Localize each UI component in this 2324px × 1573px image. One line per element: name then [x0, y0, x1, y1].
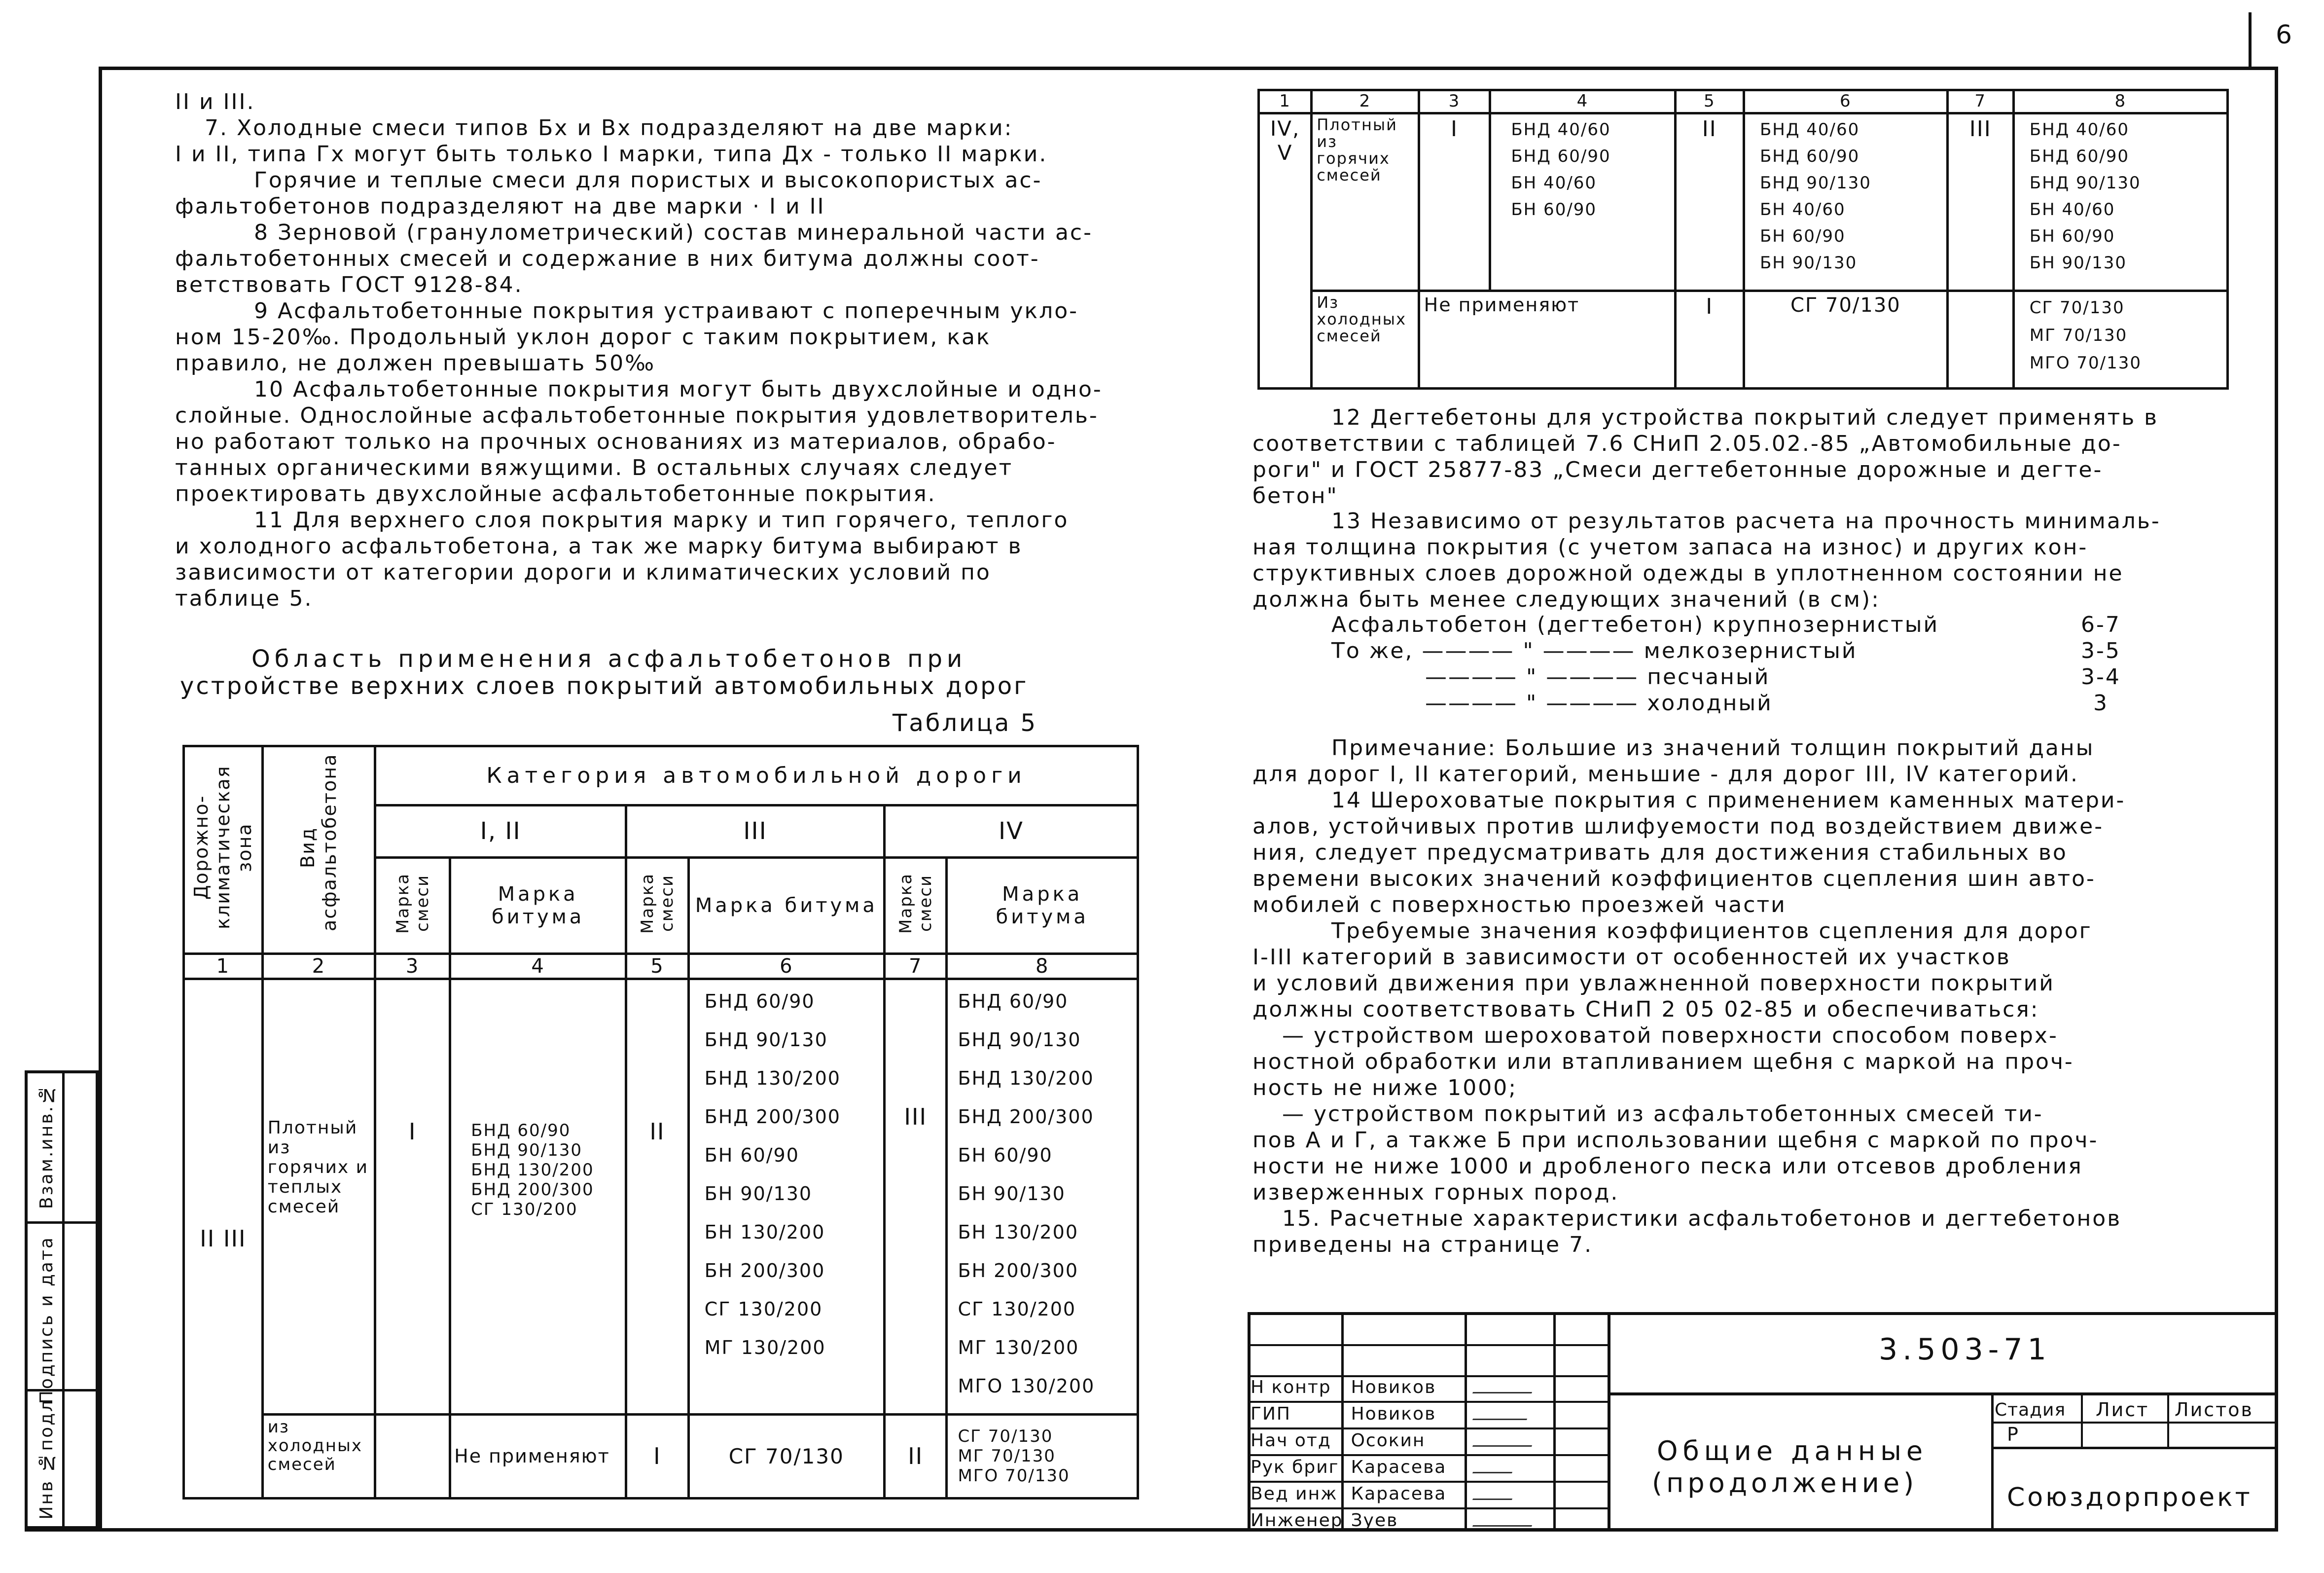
bitumen-item: БНД 90/130	[471, 1140, 583, 1161]
cont-cold-type: Из холодных смесей	[1312, 291, 1419, 388]
bitumen-item: БН 60/90	[2029, 226, 2115, 246]
table5-cat-1-2: I, II	[375, 805, 626, 857]
bitumen-item: БН 60/90	[958, 1144, 1053, 1167]
left-line: 10 Асфальтобетонные покрытия могут быть двухслойные и одно-	[254, 377, 1103, 402]
p13-line: ная толщина покрытия (с учетом запаса на износ) и других кон-	[1252, 535, 2088, 560]
bitumen-item: МГ 70/130	[958, 1446, 1056, 1466]
left-text	[175, 89, 1142, 612]
table5-hot-bitumen-2	[688, 979, 884, 1414]
bitumen-item: БНД 200/300	[958, 1106, 1094, 1128]
bitumen-item: МГ 130/200	[958, 1337, 1079, 1359]
name: Новиков	[1346, 1402, 1472, 1428]
cont-cold-bitumen-1: Не применяют	[1419, 291, 1675, 388]
left-line: фальтобетонных смесей и содержание в них битума должны соот-	[175, 246, 1040, 271]
role: Н контр	[1248, 1376, 1346, 1402]
table5-mix-grade-3: Марка смеси	[895, 873, 935, 934]
signature-icon	[1472, 1404, 1533, 1420]
thickness-label: ———— " ———— холодный	[1425, 691, 1773, 716]
right-text-p14	[1252, 787, 2229, 1258]
table5-hot-bitumen-1	[450, 979, 626, 1414]
bitumen-item: БНД 40/60	[1511, 119, 1611, 140]
stage-label: Стадия	[1995, 1400, 2066, 1420]
p14-line: ности не ниже 1000 и дробленого песка или отсевов дробления	[1252, 1154, 2083, 1179]
frame-top	[99, 67, 2278, 70]
cont-cold-mix-2: I	[1675, 291, 1744, 388]
table5-colnum: 6	[688, 954, 884, 979]
table5-bitumen-grade-1: Марка битума	[450, 857, 626, 954]
bitumen-item: СГ 130/200	[471, 1200, 578, 1220]
table5-col-type: Вид асфальтобетона	[297, 753, 341, 932]
thickness-value: 3-5	[2081, 638, 2121, 663]
left-line: 11 Для верхнего слоя покрытия марку и тип горячего, теплого	[254, 508, 1069, 533]
cont-colnum: 1	[1259, 90, 1312, 113]
table5-cold-type: из холодных смесей	[262, 1414, 375, 1498]
p12-line: роги" и ГОСТ 25877-83 „Смеси дегтебетонные дорожные и дегте-	[1252, 457, 2103, 482]
table5-cat-3: III	[626, 805, 885, 857]
cont-colnum: 5	[1675, 90, 1744, 113]
bitumen-item: БНД 60/90	[1511, 146, 1611, 166]
bitumen-item: СГ 70/130	[958, 1427, 1053, 1447]
left-line: зависимости от категории дороги и климатических условий по	[175, 560, 991, 585]
p14-line: приведены на странице 7.	[1252, 1232, 1593, 1257]
p14-line: — устройством покрытий из асфальтобетонных смесей ти-	[1282, 1101, 2043, 1127]
p14-line: должны соответствовать СНиП 2 05 02-85 и обеспечиваться:	[1252, 997, 2039, 1022]
p12-line: бетон"	[1252, 483, 1338, 509]
note-line: Примечание: Большие из значений толщин покрытий даны	[1331, 735, 2095, 761]
table5-continuation	[1257, 89, 2229, 390]
table5-cold-bitumen-2: СГ 70/130	[688, 1414, 884, 1498]
table5-title-2: устройстве верхних слоев покрытий автомобильных дорог	[180, 672, 1029, 700]
table5-mix-grade-2: Марка смеси	[637, 873, 677, 934]
bitumen-item: БН 40/60	[2029, 199, 2115, 219]
p14-line: пов А и Г, а также Б при использовании щебня с маркой по проч-	[1252, 1128, 2099, 1153]
cont-cold-bitumen-2: СГ 70/130	[1744, 291, 1947, 388]
cont-colnum: 2	[1312, 90, 1419, 113]
bitumen-item: БНД 90/130	[704, 1029, 828, 1051]
thickness-label: Асфальтобетон (дегтебетон) крупнозернистый	[1331, 612, 1939, 637]
sheet-label: Лист	[2096, 1399, 2149, 1421]
name: Карасева	[1346, 1482, 1472, 1508]
left-line: но работают только на прочных основаниях из материалов, обрабо-	[175, 429, 1057, 454]
thickness-value: 3-4	[2081, 664, 2121, 690]
bitumen-item: БН 60/90	[1759, 226, 1846, 246]
table5-hot-bitumen-3	[947, 979, 1138, 1414]
p14-line: ность не ниже 1000;	[1252, 1075, 1518, 1100]
table5-colnum: 7	[884, 954, 947, 979]
signature-table	[1248, 1376, 1608, 1534]
bitumen-item: БН 200/300	[958, 1260, 1079, 1282]
table5-colnum: 4	[450, 954, 626, 979]
cont-hot-bitumen-1	[1490, 113, 1675, 291]
thickness-label: То же, ———— " ———— мелкозернистый	[1331, 638, 1858, 663]
table5-hot-mix-3: III	[884, 979, 947, 1414]
bitumen-item: МГ 70/130	[2029, 325, 2128, 345]
left-line: и холодного асфальтобетона, а так же марку битума выбирают в	[175, 534, 1023, 559]
role: ГИП	[1248, 1402, 1346, 1428]
bitumen-item: БН 200/300	[704, 1260, 825, 1282]
bitumen-item: МГО 70/130	[958, 1466, 1070, 1486]
frame-left	[99, 67, 102, 1532]
p13-line: структивных слоев дорожной одежды в уплотненном состоянии не	[1252, 561, 2124, 586]
p14-line: изверженных горных пород.	[1252, 1180, 1619, 1205]
left-line: I и II, типа Гх могут быть только I марки, типа Дх - только II марки.	[175, 142, 1048, 167]
bitumen-item: БНД 90/130	[2029, 173, 2141, 193]
left-line: слойные. Однослойные асфальтобетонные покрытия удовлетворитель-	[175, 403, 1099, 428]
bitumen-item: БНД 130/200	[704, 1067, 841, 1090]
left-line: Горячие и теплые смеси для пористых и высокопористых ас-	[254, 168, 1042, 193]
table5-bitumen-grade-2: Марка битума	[688, 857, 884, 954]
p14-line: I-III категорий в зависимости от особенностей их участков	[1252, 945, 2011, 970]
signature-icon	[1472, 1510, 1537, 1527]
cont-colnum: 8	[2013, 90, 2227, 113]
signature-icon	[1472, 1377, 1537, 1393]
doc-number: 3.503-71	[1879, 1332, 2051, 1367]
table5	[182, 745, 1139, 1500]
table5-mix-grade-1: Марка смеси	[393, 873, 432, 934]
bitumen-item: БН 90/130	[704, 1183, 813, 1205]
bitumen-item: БНД 200/300	[471, 1180, 594, 1200]
left-line: II и III.	[175, 89, 255, 114]
p13-line: 13 Независимо от результатов расчета на прочность минималь-	[1331, 509, 2161, 534]
p14-line: алов, устойчивых против шлифуемости под воздействием движе-	[1252, 814, 2104, 839]
bitumen-item: БН 90/130	[958, 1183, 1066, 1205]
cont-hot-mix-3: III	[1947, 113, 2013, 291]
thickness-value: 6-7	[2081, 612, 2121, 637]
bitumen-item: БНД 60/90	[471, 1121, 571, 1141]
bitumen-item: БН 130/200	[704, 1221, 825, 1244]
bitumen-item: БНД 200/300	[704, 1106, 841, 1128]
bitumen-item: МГ 130/200	[704, 1337, 826, 1359]
bitumen-item: МГО 70/130	[2029, 353, 2142, 373]
left-line: танных органическими вяжущими. В остальных случаях следует	[175, 455, 1013, 480]
bitumen-item: СГ 130/200	[704, 1298, 823, 1320]
p14-line: ния, следует предусматривать для достижения стабильных во	[1252, 840, 2068, 865]
role: Инженер	[1251, 1510, 1343, 1531]
side-stamp-replace: Взам.инв.№	[36, 1083, 57, 1209]
table5-cold-bitumen-3	[947, 1414, 1138, 1498]
thickness-label: ———— " ———— песчаный	[1425, 664, 1770, 690]
left-line: проектировать двухслойные асфальтобетонные покрытия.	[175, 481, 936, 507]
p14-line: и условий движения при увлажненной поверхности покрытий	[1252, 971, 2055, 996]
table5-cat-4: IV	[884, 805, 1138, 857]
page-number: 6	[2276, 20, 2294, 50]
right-text-note	[1252, 735, 2229, 787]
bitumen-item: БНД 130/200	[958, 1067, 1094, 1090]
left-line: 9 Асфальтобетонные покрытия устраивают с поперечным укло-	[254, 298, 1078, 324]
p14-line: — устройством шероховатой поверхности способом поверх-	[1282, 1023, 2058, 1048]
bitumen-item: БНД 130/200	[471, 1160, 594, 1180]
right-text-p13	[1252, 508, 2229, 613]
doc-title-2: (продолжение)	[1652, 1467, 1918, 1499]
note-line: для дорог I, II категорий, меньшие - для дорог III, IV категорий.	[1252, 762, 2079, 787]
title-block	[1248, 1312, 2278, 1532]
bitumen-item: БН 60/90	[1511, 199, 1597, 219]
signature-icon	[1472, 1484, 1518, 1500]
cont-cold-bitumen-3	[2013, 291, 2227, 388]
table5-colnum: 1	[184, 954, 263, 979]
bitumen-item: БН 130/200	[958, 1221, 1079, 1244]
left-line: таблице 5.	[175, 586, 313, 611]
sheets-label: Листов	[2175, 1399, 2253, 1421]
bitumen-item: БНД 60/90	[958, 990, 1069, 1013]
bitumen-item: БНД 60/90	[1759, 146, 1860, 166]
table5-label: Таблица 5	[893, 709, 1038, 737]
cont-colnum: 4	[1490, 90, 1675, 113]
bitumen-item: СГ 130/200	[958, 1298, 1076, 1320]
bitumen-item: БНД 90/130	[958, 1029, 1081, 1051]
bitumen-item: БНД 60/90	[704, 990, 815, 1013]
name: Осокин	[1346, 1428, 1472, 1455]
name: Новиков	[1346, 1376, 1472, 1402]
table5-hot-mix-1: I	[375, 979, 450, 1414]
left-line: фальтобетонов подразделяют на две марки · I и II	[175, 194, 825, 219]
left-line: ветствовать ГОСТ 9128-84.	[175, 272, 523, 297]
thickness-value: 3	[2093, 691, 2109, 716]
p14-line: 14 Шероховатые покрытия с применением каменных матери-	[1331, 788, 2126, 813]
cont-colnum: 6	[1744, 90, 1947, 113]
table5-title-1: Область применения асфальтобетонов при	[251, 645, 967, 673]
name: Зуев	[1351, 1510, 1398, 1531]
bitumen-item: БН 90/130	[1759, 253, 1858, 273]
table5-colnum: 5	[626, 954, 689, 979]
bitumen-item: БНД 40/60	[2029, 119, 2129, 140]
cont-colnum: 3	[1419, 90, 1490, 113]
table5-cold-mix-3: II	[884, 1414, 947, 1498]
table5-hot-type: Плотный из горячих и теплых смесей	[262, 979, 375, 1414]
stage-value: Р	[2007, 1424, 2020, 1445]
role: Нач отд	[1248, 1428, 1346, 1455]
left-line: ном 15-20‰. Продольный уклон дорог с таким покрытием, как	[175, 325, 991, 350]
table5-hot-mix-2: II	[626, 979, 689, 1414]
signature-icon	[1472, 1457, 1518, 1473]
bitumen-item: БНД 90/130	[1759, 173, 1871, 193]
p14-line: мобилей с поверхностью проезжей части	[1252, 892, 1787, 917]
bitumen-item: БН 60/90	[704, 1144, 799, 1167]
p12-line: соответствии с таблицей 7.6 СНиП 2.05.02.-85 „Автомобильные до-	[1252, 431, 2122, 456]
left-line: 7. Холодные смеси типов Бх и Вх подразделяют на две марки:	[205, 115, 1013, 141]
role: Рук бриг	[1248, 1455, 1346, 1482]
cont-hot-mix-2: II	[1675, 113, 1744, 291]
p14-line: ностной обработки или втапливанием щебня с маркой на проч-	[1252, 1049, 2074, 1074]
org-name: Союздорпроект	[2007, 1483, 2252, 1512]
bitumen-item: СГ 70/130	[2029, 297, 2125, 318]
table5-colnum: 3	[375, 954, 450, 979]
bitumen-item: БН 90/130	[2029, 253, 2127, 273]
thickness-list	[1331, 612, 2219, 716]
name: Карасева	[1346, 1455, 1472, 1482]
cont-hot-bitumen-3	[2013, 113, 2227, 291]
p12-line: 12 Дегтебетоны для устройства покрытий следует применять в	[1331, 405, 2159, 430]
right-text-p12	[1252, 404, 2229, 509]
cont-zone: IV, V	[1259, 113, 1312, 388]
signature-icon	[1472, 1430, 1537, 1447]
table5-zone: II III	[184, 979, 263, 1499]
cont-hot-type: Плотный из горячих смесей	[1312, 113, 1419, 291]
doc-title-1: Общие данные	[1657, 1435, 1928, 1466]
table5-bitumen-grade-3: Марка битума	[947, 857, 1138, 954]
cont-hot-bitumen-2	[1744, 113, 1947, 291]
table5-cold-mix-2: I	[626, 1414, 689, 1498]
side-stamp-sign: Подпись и дата	[36, 1236, 57, 1404]
bitumen-item: МГО 130/200	[958, 1375, 1095, 1397]
table5-cold-bitumen-1: Не применяют	[450, 1414, 626, 1498]
table5-road-category: Категория автомобильной дороги	[375, 746, 1138, 805]
p13-line: должна быть менее следующих значений (в см):	[1252, 587, 1880, 612]
page-number-divider	[2249, 12, 2252, 67]
cont-hot-mix-1: I	[1419, 113, 1490, 291]
cont-colnum: 7	[1947, 90, 2013, 113]
left-line: правило, не должен превышать 50‰	[175, 351, 656, 376]
role: Вед инж	[1248, 1482, 1346, 1508]
table5-colnum: 2	[262, 954, 375, 979]
bitumen-item: БН 40/60	[1511, 173, 1597, 193]
side-stamp-inv: Инв №подл	[36, 1399, 57, 1520]
table5-col-zone: Дорожно-климатическая зона	[190, 765, 256, 930]
side-stamp	[25, 1070, 99, 1529]
p14-line: Требуемые значения коэффициентов сцепления для дорог	[1331, 918, 2092, 944]
left-line: 8 Зерновой (гранулометрический) состав минеральной части ас-	[254, 220, 1093, 245]
bitumen-item: БНД 60/90	[2029, 146, 2129, 166]
table5-colnum: 8	[947, 954, 1138, 979]
bitumen-item: БН 40/60	[1759, 199, 1846, 219]
bitumen-item: БНД 40/60	[1759, 119, 1860, 140]
p14-line: времени высоких значений коэффициентов сцепления шин авто-	[1252, 866, 2096, 891]
p14-line: 15. Расчетные характеристики асфальтобетонов и дегтебетонов	[1282, 1206, 2122, 1231]
